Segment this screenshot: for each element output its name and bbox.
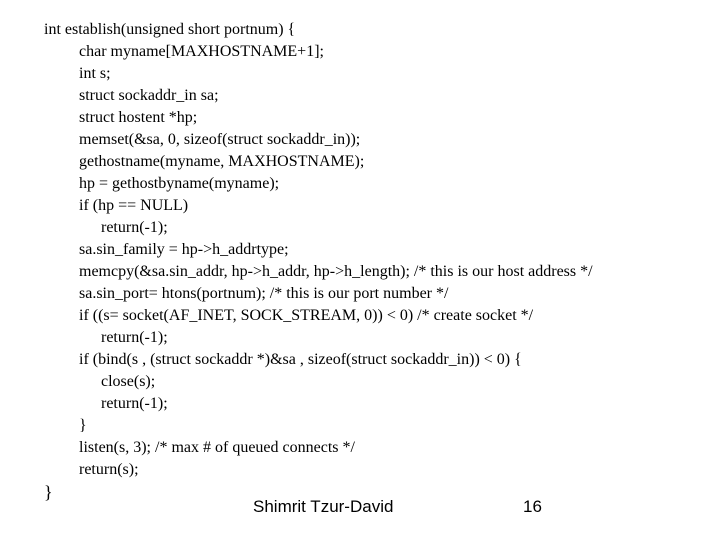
code-line: return(-1);	[101, 219, 168, 236]
code-line: gethostname(myname, MAXHOSTNAME);	[79, 153, 365, 170]
code-line: memcpy(&sa.sin_addr, hp->h_addr, hp->h_length); /* this is our host address */	[79, 263, 593, 280]
code-line: if (bind(s , (struct sockaddr *)&sa , sizeof(struct sockaddr_in)) < 0) {	[79, 351, 522, 368]
code-line: memset(&sa, 0, sizeof(struct sockaddr_in));	[79, 131, 361, 148]
page-number: 16	[523, 497, 542, 516]
code-line: struct sockaddr_in sa;	[79, 87, 219, 104]
code-line: close(s);	[101, 373, 156, 390]
code-line: if ((s= socket(AF_INET, SOCK_STREAM, 0)) < 0) /* create socket */	[79, 307, 534, 324]
code-line: sa.sin_family = hp->h_addrtype;	[79, 241, 289, 258]
code-line: return(s);	[79, 461, 139, 478]
code-line: char myname[MAXHOSTNAME+1];	[79, 43, 324, 60]
closing-brace: }	[44, 482, 53, 502]
code-line: listen(s, 3); /* max # of queued connects */	[79, 439, 355, 456]
code-line: return(-1);	[101, 395, 168, 412]
footer-author: Shimrit Tzur-David	[253, 497, 394, 516]
function-signature: int establish(unsigned short portnum) {	[44, 21, 296, 38]
code-line: sa.sin_port= htons(portnum); /* this is our port number */	[79, 285, 449, 302]
code-line: return(-1);	[101, 329, 168, 346]
code-line: }	[79, 417, 87, 434]
code-line: struct hostent *hp;	[79, 109, 198, 126]
code-line: int s;	[79, 65, 111, 82]
code-line: hp = gethostbyname(myname);	[79, 175, 280, 192]
code-line: if (hp == NULL)	[79, 197, 189, 214]
